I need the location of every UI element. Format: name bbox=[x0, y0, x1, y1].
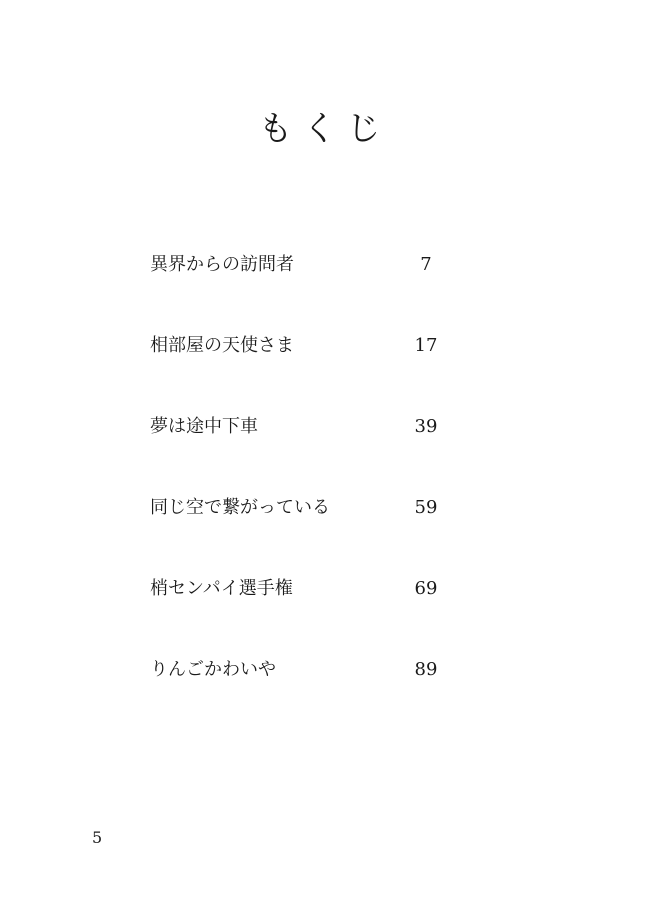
toc-entry-title: 夢は途中下車 bbox=[150, 416, 258, 437]
toc-list bbox=[150, 245, 450, 731]
toc-entry-page: 39 bbox=[414, 416, 438, 437]
toc-entry[interactable] bbox=[150, 407, 450, 488]
toc-entry-title: 相部屋の天使さま bbox=[150, 335, 294, 356]
toc-heading: もくじ bbox=[258, 109, 391, 149]
toc-entry-title: 梢センパイ選手権 bbox=[150, 578, 293, 599]
toc-entry-page: 59 bbox=[414, 497, 438, 518]
toc-entry[interactable] bbox=[150, 326, 450, 407]
toc-entry-title: 異界からの訪問者 bbox=[150, 254, 294, 275]
toc-entry-page: 69 bbox=[414, 578, 438, 599]
toc-entry-title: りんごかわいや bbox=[150, 659, 276, 680]
toc-entry[interactable] bbox=[150, 245, 450, 326]
toc-entry-page: 17 bbox=[414, 335, 438, 356]
toc-entry-title: 同じ空で繋がっている bbox=[150, 497, 330, 518]
toc-entry[interactable] bbox=[150, 569, 450, 650]
page-number: 5 bbox=[92, 828, 103, 847]
toc-entry[interactable] bbox=[150, 488, 450, 569]
toc-entry-page: 7 bbox=[420, 254, 432, 275]
toc-entry[interactable] bbox=[150, 650, 450, 731]
toc-entry-page: 89 bbox=[414, 659, 438, 680]
